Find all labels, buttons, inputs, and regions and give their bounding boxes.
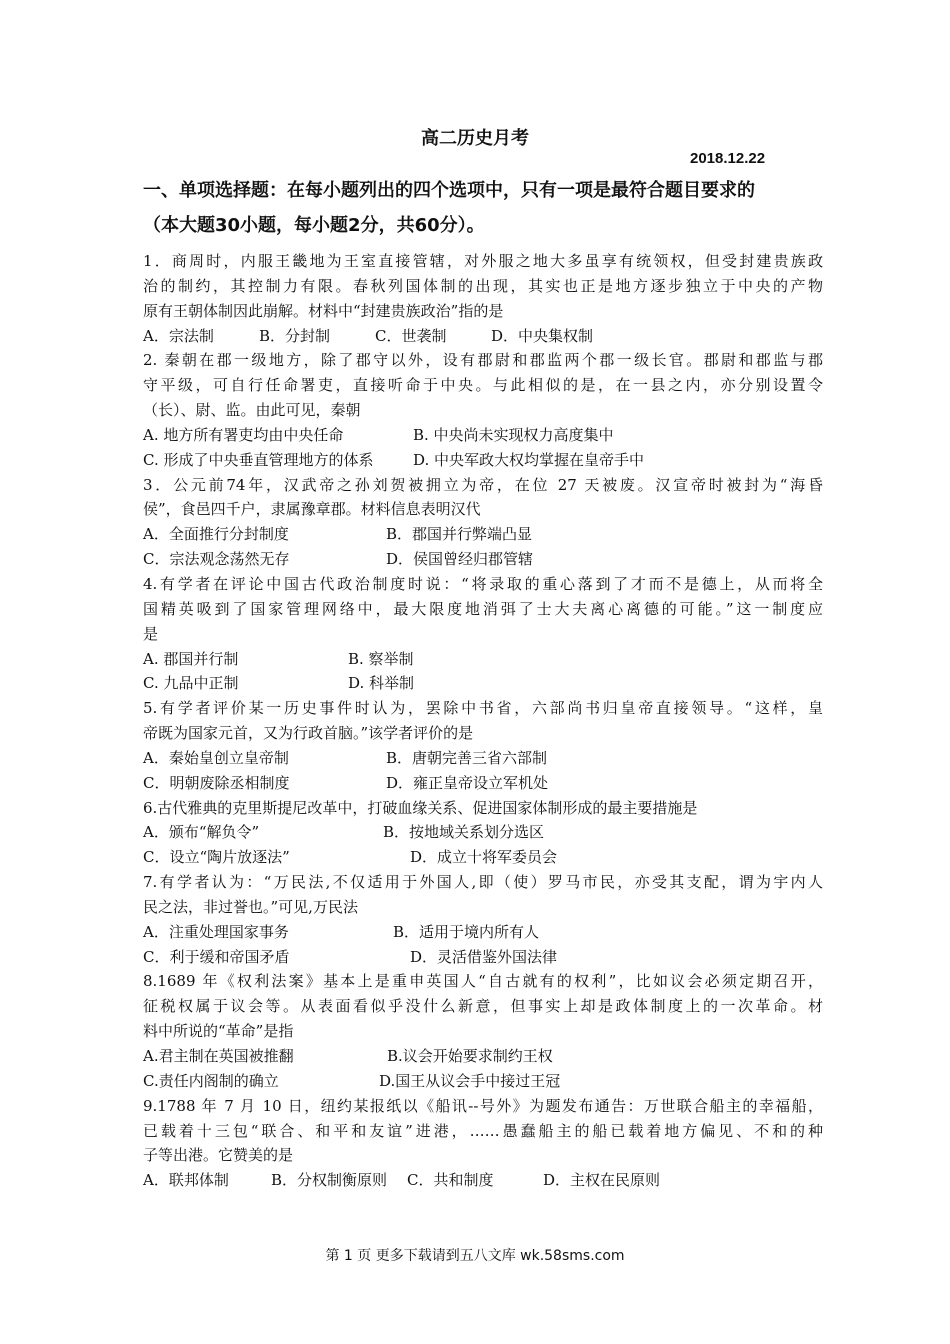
option-row [143, 820, 823, 845]
option-a: A. 地方所有署吏均由中央任命 [143, 425, 344, 444]
question-stem-line: 守平级，可自行任命署吏，直接听命于中央。与此相似的是，在一县之内，亦分别设置令 [143, 376, 823, 395]
option-d: D．灵活借鉴外国法律 [410, 947, 558, 966]
option-c: C．宗法观念荡然无存 [143, 550, 290, 569]
question-7 [143, 870, 823, 969]
question-4 [143, 572, 823, 696]
option-c: C.责任内阁制的确立 [143, 1071, 279, 1090]
option-b: B．唐朝完善三省六部制 [386, 748, 548, 767]
option-c: C．世袭制 [375, 326, 447, 345]
option-b: B. 中央尚未实现权力高度集中 [413, 425, 614, 444]
option-row [143, 324, 823, 349]
option-b: B．分权制衡原则 [271, 1171, 388, 1190]
option-row [143, 522, 823, 547]
option-row [143, 845, 823, 870]
question-1 [143, 249, 823, 348]
option-c: C. 九品中正制 [143, 674, 239, 693]
option-d: D．中央集权制 [491, 326, 594, 345]
option-d: D．成立十将军委员会 [410, 848, 558, 867]
option-d: D. 中央军政大权均掌握在皇帝手中 [413, 450, 645, 469]
option-a: A．全面推行分封制度 [143, 525, 289, 544]
option-row [143, 771, 823, 796]
option-a: A. 郡国并行制 [143, 649, 239, 668]
question-stem-line: 料中所说的“革命”是指 [143, 1022, 294, 1041]
question-6 [143, 796, 823, 871]
option-d: D. 科举制 [348, 674, 415, 693]
option-a: A．宗法制 [143, 326, 214, 345]
option-row [143, 647, 823, 672]
question-stem-line: 8.1689 年《权利法案》基本上是重申英国人“自古就有的权利”，比如议会必须定期召开， [143, 972, 823, 991]
option-b: B．适用于境内所有人 [393, 922, 540, 941]
option-row [143, 1069, 823, 1094]
option-d: D．主权在民原则 [543, 1171, 661, 1190]
option-b: B.议会开始要求制约王权 [387, 1047, 553, 1065]
question-stem-line: 民之法，非过誉也。”可见,万民法 [143, 897, 358, 916]
question-3 [143, 473, 823, 572]
page-footer: 第 1 页 更多下载请到五八文库 wk.58sms.com [325, 1248, 625, 1264]
option-d: D．雍正皇帝设立军机处 [386, 773, 549, 792]
option-c: C．共和制度 [407, 1171, 494, 1190]
option-row [143, 547, 823, 572]
question-stem-line: 征税权属于议会等。从表面看似乎没什么新意，但事实上却是政体制度上的一次革命。材 [143, 997, 823, 1016]
question-stem-line: 国精英吸到了国家管理网络中，最大限度地消弭了士大夫离心离德的可能。”这一制度应 [143, 599, 823, 618]
option-a: A．联邦体制 [143, 1171, 229, 1190]
question-stem-line: 治的制约，其控制力有限。春秋列国体制的出现，其实也正是地方逐步独立于中央的产物 [143, 276, 823, 295]
option-c: C．设立“陶片放逐法” [143, 848, 290, 867]
section-heading-line-1: 一、单项选择题：在每小题列出的四个选项中，只有一项是最符合题目要求的 [143, 180, 755, 201]
option-b: B．分封制 [259, 326, 331, 345]
question-stem-line: 9.1788 年 7 月 10 日，纽约某报纸以《船讯--号外》为题发布通告：万世联合船主的幸福船， [143, 1096, 823, 1115]
question-stem-line: 已载着十三包“联合、和平和友谊”进港，……愚蠢船主的船已载着地方偏见、不和的种 [143, 1121, 823, 1140]
option-c: C. 形成了中央垂直管理地方的体系 [143, 450, 374, 469]
option-a: A．颁布“解负令” [143, 823, 260, 842]
question-8 [143, 969, 823, 1093]
option-row [143, 423, 823, 448]
option-b: B. 察举制 [348, 649, 414, 668]
section-heading-line-2: （本大题30小题，每小题2分，共60分）。 [143, 215, 485, 236]
option-row [143, 746, 823, 771]
question-stem-line: 5.有学者评价某一历史事件时认为，罢除中书省，六部尚书归皇帝直接领导。“这样，皇 [143, 699, 823, 718]
option-c: C．利于缓和帝国矛盾 [143, 947, 290, 966]
option-b: B．郡国并行弊端凸显 [386, 525, 533, 544]
option-b: B．按地域关系划分选区 [383, 823, 545, 842]
question-stem-line: 帝既为国家元首，又为行政首脑。”该学者评价的是 [143, 724, 474, 743]
question-stem-line: （长）、尉、监。由此可见，秦朝 [143, 401, 361, 420]
option-d: D.国王从议会手中接过王冠 [379, 1071, 561, 1090]
option-a: A．秦始皇创立皇帝制 [143, 748, 289, 767]
option-row [143, 448, 823, 473]
question-stem-line: 3．公元前74年，汉武帝之孙刘贺被拥立为帝，在位 27 天被废。汉宣帝时被封为“海昏 [143, 475, 823, 494]
question-9 [143, 1094, 823, 1193]
question-stem-line: 侯”，食邑四千户，隶属豫章郡。材料信息表明汉代 [143, 500, 481, 519]
option-d: D．侯国曾经归郡管辖 [386, 550, 534, 569]
question-stem-line: 1．商周时，内服王畿地为王室直接管辖，对外服之地大多虽享有统领权，但受封建贵族政 [143, 252, 823, 270]
option-row [143, 920, 823, 945]
question-stem-line: 7.有学者认为：“万民法,不仅适用于外国人,即（使）罗马市民，亦受其支配，谓为宇内人 [143, 873, 823, 892]
question-2 [143, 348, 823, 472]
question-stem-line: 2. 秦朝在郡一级地方，除了郡守以外，设有郡尉和郡监两个郡一级长官。郡尉和郡监与郡 [143, 351, 823, 370]
question-stem-line: 原有王朝体制因此崩解。材料中“封建贵族政治”指的是 [143, 301, 504, 320]
option-row [143, 945, 823, 970]
question-stem-line: 子等出港。它赞美的是 [143, 1146, 294, 1165]
exam-title: 高二历史月考 [421, 128, 529, 149]
question-5 [143, 696, 823, 795]
question-stem-line: 6.古代雅典的克里斯提尼改革中，打破血缘关系、促进国家体制形成的最主要措施是 [143, 798, 698, 817]
question-list [143, 249, 823, 1193]
option-c: C．明朝废除丞相制度 [143, 773, 290, 792]
option-row [143, 671, 823, 696]
question-stem-line: 4.有学者在评论中国古代政治制度时说：“将录取的重心落到了才而不是德上，从而将全 [143, 574, 823, 593]
option-a: A．注重处理国家事务 [143, 922, 289, 941]
option-row [143, 1044, 823, 1069]
exam-date: 2018.12.22 [690, 150, 766, 167]
question-stem-line: 是 [143, 624, 159, 643]
option-a: A.君主制在英国被推翻 [143, 1047, 294, 1065]
option-row [143, 1168, 823, 1193]
